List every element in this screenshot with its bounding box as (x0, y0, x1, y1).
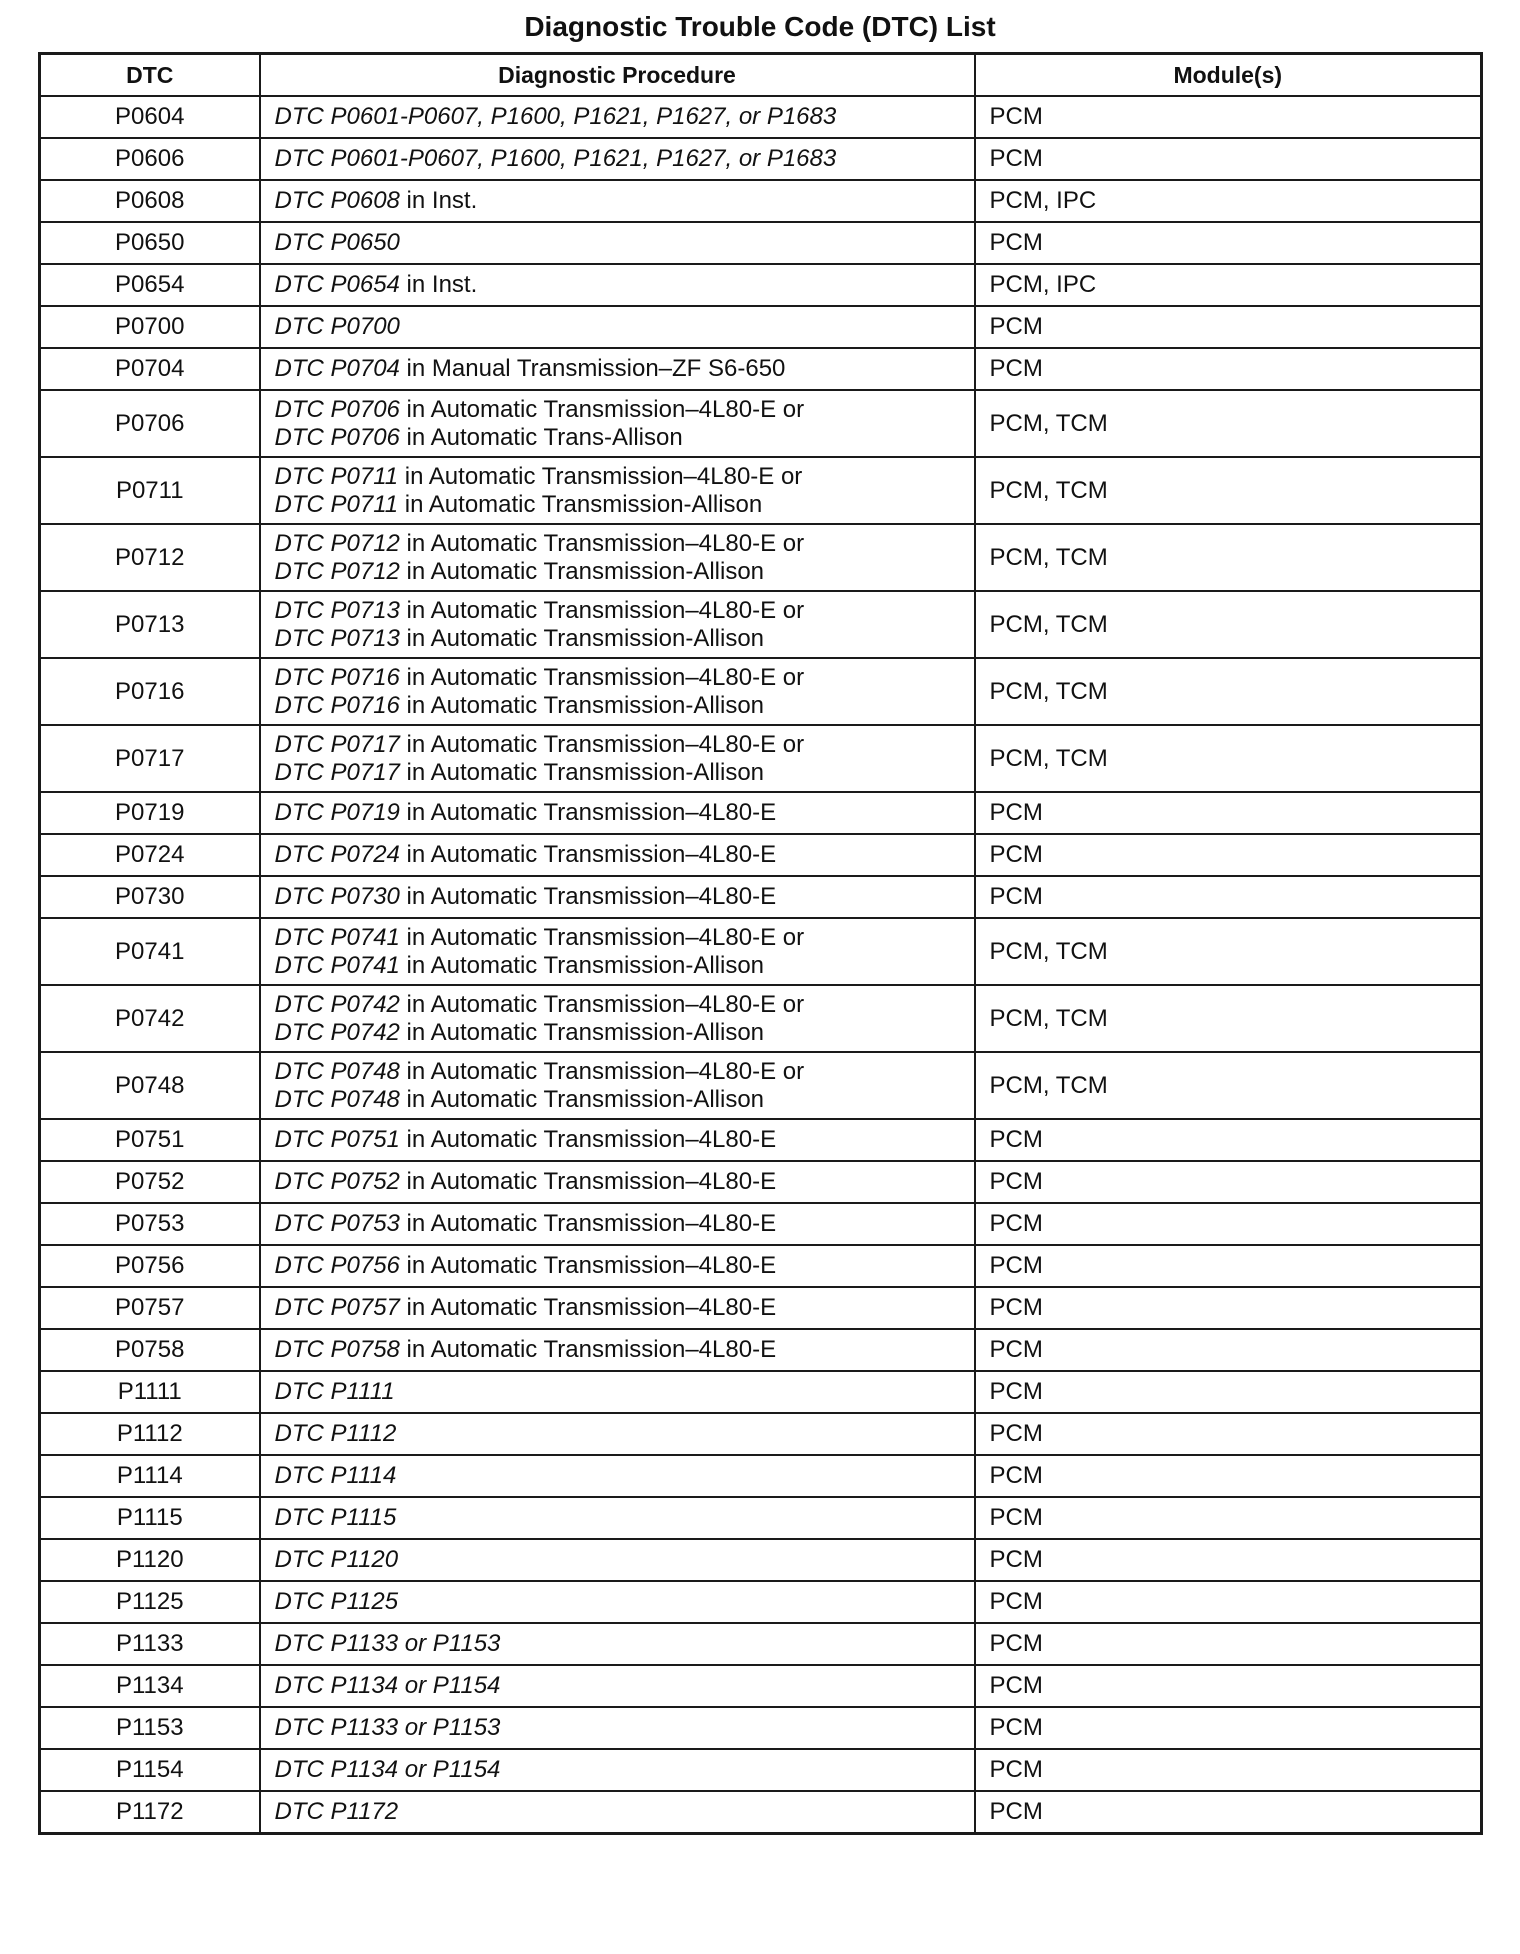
procedure-line (275, 1756, 960, 1784)
table-row (40, 658, 1482, 725)
modules-cell: PCM (975, 1497, 1482, 1539)
dtc-code-cell: P1154 (40, 1749, 260, 1791)
procedure-reference: DTC P0724 (274, 841, 400, 868)
procedure-text: in Automatic Transmission-Allison (399, 557, 765, 585)
dtc-code-cell: P1111 (40, 1371, 260, 1413)
dtc-code-cell: P1134 (40, 1665, 260, 1707)
header-procedure: Diagnostic Procedure (260, 54, 975, 97)
dtc-table (38, 52, 1483, 1835)
procedure-line (275, 424, 960, 452)
procedure-line (275, 692, 960, 720)
modules-cell: PCM (975, 222, 1482, 264)
procedure-reference: DTC P1172 (274, 1798, 399, 1825)
procedure-text: in Automatic Transmission-Allison (399, 951, 765, 979)
table-row (40, 222, 1482, 264)
procedure-reference: DTC P0654 (274, 271, 400, 298)
procedure-cell (260, 918, 975, 985)
procedure-line (275, 313, 960, 341)
procedure-reference: DTC P0753 (274, 1210, 400, 1237)
procedure-text: in Inst. (399, 271, 478, 298)
modules-cell: PCM, TCM (975, 658, 1482, 725)
modules-cell: PCM (975, 876, 1482, 918)
procedure-line (275, 664, 960, 692)
table-row (40, 306, 1482, 348)
procedure-reference: DTC P0704 (274, 355, 400, 382)
procedure-text: in Automatic Transmission–4L80-E or (399, 1057, 805, 1085)
modules-cell: PCM (975, 348, 1482, 390)
table-row (40, 348, 1482, 390)
dtc-code-cell: P0713 (40, 591, 260, 658)
table-row (40, 918, 1482, 985)
dtc-code-cell: P0752 (40, 1161, 260, 1203)
procedure-reference: DTC P0716 (274, 663, 400, 691)
procedure-line (275, 1714, 960, 1742)
procedure-line (275, 1630, 960, 1658)
dtc-code-cell: P0712 (40, 524, 260, 591)
procedure-reference: DTC P0742 (274, 990, 400, 1018)
procedure-cell (260, 457, 975, 524)
procedure-reference: DTC P0717 (274, 758, 400, 786)
procedure-reference: DTC P0700 (274, 313, 400, 340)
modules-cell: PCM (975, 1749, 1482, 1791)
dtc-code-cell: P1172 (40, 1791, 260, 1834)
procedure-reference: DTC P0711 (274, 462, 399, 490)
procedure-text: in Automatic Transmission–4L80-E (399, 1336, 777, 1363)
modules-cell: PCM, TCM (975, 985, 1482, 1052)
modules-cell: PCM (975, 1371, 1482, 1413)
modules-cell: PCM, TCM (975, 1052, 1482, 1119)
table-header-row (40, 54, 1482, 97)
procedure-line (275, 1294, 960, 1322)
procedure-reference: DTC P0748 (274, 1057, 400, 1085)
modules-cell: PCM (975, 306, 1482, 348)
modules-cell: PCM (975, 1413, 1482, 1455)
procedure-cell (260, 1497, 975, 1539)
table-row (40, 180, 1482, 222)
dtc-code-cell: P0606 (40, 138, 260, 180)
table-row (40, 725, 1482, 792)
procedure-line (275, 463, 960, 491)
modules-cell: PCM (975, 1161, 1482, 1203)
procedure-text: in Automatic Transmission–4L80-E or (399, 923, 805, 951)
procedure-line (275, 530, 960, 558)
procedure-line (275, 1126, 960, 1154)
table-row (40, 1623, 1482, 1665)
modules-cell: PCM (975, 1623, 1482, 1665)
procedure-cell (260, 1052, 975, 1119)
procedure-line (275, 1798, 960, 1826)
dtc-code-cell: P1125 (40, 1581, 260, 1623)
procedure-text: in Automatic Transmission–4L80-E (399, 883, 777, 910)
table-row (40, 1329, 1482, 1371)
dtc-code-cell: P0730 (40, 876, 260, 918)
procedure-cell (260, 264, 975, 306)
procedure-reference: DTC P0601-P0607, P1600, P1621, P1627, or P1683 (274, 145, 837, 172)
procedure-line (275, 1168, 960, 1196)
dtc-code-cell: P0742 (40, 985, 260, 1052)
dtc-code-cell: P0753 (40, 1203, 260, 1245)
procedure-text: in Automatic Transmission-Allison (398, 490, 763, 518)
procedure-cell (260, 138, 975, 180)
procedure-line (275, 625, 960, 653)
modules-cell: PCM (975, 1329, 1482, 1371)
procedure-cell (260, 1581, 975, 1623)
modules-cell: PCM (975, 1455, 1482, 1497)
dtc-code-cell: P1120 (40, 1539, 260, 1581)
procedure-reference: DTC P1114 (274, 1462, 397, 1489)
procedure-line (275, 1378, 960, 1406)
procedure-cell (260, 180, 975, 222)
dtc-code-cell: P0757 (40, 1287, 260, 1329)
procedure-reference: DTC P0748 (274, 1085, 400, 1113)
procedure-line (275, 731, 960, 759)
procedure-text: in Automatic Transmission–4L80-E or (399, 529, 805, 557)
table-row (40, 985, 1482, 1052)
procedure-text: in Automatic Transmission–4L80-E or (399, 596, 805, 624)
table-row (40, 264, 1482, 306)
header-modules: Module(s) (975, 54, 1482, 97)
procedure-cell (260, 591, 975, 658)
procedure-reference: DTC P0742 (274, 1018, 400, 1046)
procedure-reference: DTC P0717 (274, 730, 400, 758)
page-title: Diagnostic Trouble Code (DTC) List (524, 11, 996, 42)
modules-cell: PCM (975, 1791, 1482, 1834)
procedure-line (275, 1210, 960, 1238)
dtc-code-cell: P0608 (40, 180, 260, 222)
dtc-code-cell: P0704 (40, 348, 260, 390)
procedure-reference: DTC P1134 or P1154 (274, 1756, 501, 1783)
procedure-line (275, 759, 960, 787)
procedure-text: in Automatic Transmission–4L80-E or (398, 462, 803, 490)
dtc-code-cell: P0716 (40, 658, 260, 725)
table-row (40, 524, 1482, 591)
procedure-text: in Automatic Transmission–4L80-E or (399, 990, 805, 1018)
procedure-text: in Automatic Transmission–4L80-E (399, 1126, 777, 1153)
procedure-cell (260, 1665, 975, 1707)
procedure-reference: DTC P0601-P0607, P1600, P1621, P1627, or P1683 (274, 103, 837, 130)
modules-cell: PCM (975, 1707, 1482, 1749)
procedure-cell (260, 1539, 975, 1581)
table-row (40, 1161, 1482, 1203)
header-dtc: DTC (40, 54, 260, 97)
procedure-line (275, 229, 960, 257)
procedure-reference: DTC P0650 (274, 229, 400, 256)
procedure-reference: DTC P0719 (274, 799, 400, 826)
procedure-reference: DTC P1134 or P1154 (274, 1672, 501, 1699)
procedure-text: in Automatic Transmission-Allison (399, 624, 765, 652)
modules-cell: PCM (975, 1539, 1482, 1581)
modules-cell: PCM (975, 1245, 1482, 1287)
procedure-line (275, 952, 960, 980)
procedure-text: in Automatic Transmission–4L80-E or (399, 395, 805, 423)
procedure-cell (260, 1707, 975, 1749)
dtc-code-cell: P0741 (40, 918, 260, 985)
procedure-reference: DTC P0730 (274, 883, 400, 910)
procedure-cell (260, 96, 975, 138)
table-row (40, 390, 1482, 457)
modules-cell: PCM, IPC (975, 264, 1482, 306)
procedure-cell (260, 876, 975, 918)
procedure-line (275, 1252, 960, 1280)
procedure-text: in Automatic Transmission–4L80-E (399, 841, 777, 868)
table-row (40, 591, 1482, 658)
dtc-code-cell: P0748 (40, 1052, 260, 1119)
procedure-reference: DTC P0713 (274, 596, 400, 624)
table-row (40, 1665, 1482, 1707)
procedure-cell (260, 834, 975, 876)
procedure-reference: DTC P0608 (274, 187, 400, 214)
procedure-line (275, 924, 960, 952)
dtc-code-cell: P0717 (40, 725, 260, 792)
procedure-line (275, 491, 960, 519)
procedure-text: in Automatic Transmission–4L80-E (399, 1294, 777, 1321)
procedure-line (275, 799, 960, 827)
procedure-cell (260, 1287, 975, 1329)
procedure-text: in Automatic Transmission-Allison (399, 691, 765, 719)
table-row (40, 1287, 1482, 1329)
modules-cell: PCM (975, 1581, 1482, 1623)
procedure-reference: DTC P0757 (274, 1294, 400, 1321)
dtc-code-cell: P0751 (40, 1119, 260, 1161)
procedure-reference: DTC P1133 or P1153 (274, 1714, 501, 1741)
modules-cell: PCM, TCM (975, 457, 1482, 524)
procedure-line (275, 396, 960, 424)
dtc-code-cell: P0724 (40, 834, 260, 876)
procedure-cell (260, 1119, 975, 1161)
table-row (40, 457, 1482, 524)
modules-cell: PCM (975, 834, 1482, 876)
procedure-text: in Automatic Transmission–4L80-E or (399, 663, 805, 691)
dtc-code-cell: P0719 (40, 792, 260, 834)
procedure-reference: DTC P1125 (274, 1588, 399, 1615)
procedure-text: in Automatic Transmission–4L80-E (399, 1210, 777, 1237)
procedure-line (275, 1019, 960, 1047)
procedure-line (275, 103, 960, 131)
procedure-cell (260, 1623, 975, 1665)
table-row (40, 1245, 1482, 1287)
procedure-cell (260, 1203, 975, 1245)
table-row (40, 1791, 1482, 1834)
procedure-cell (260, 390, 975, 457)
procedure-cell (260, 658, 975, 725)
procedure-text: in Automatic Transmission–4L80-E or (399, 730, 805, 758)
procedure-line (275, 355, 960, 383)
table-row (40, 1052, 1482, 1119)
table-row (40, 1749, 1482, 1791)
procedure-line (275, 558, 960, 586)
procedure-reference: DTC P0713 (274, 624, 400, 652)
table-row (40, 1707, 1482, 1749)
procedure-text: in Manual Transmission–ZF S6-650 (399, 355, 786, 382)
table-row (40, 138, 1482, 180)
modules-cell: PCM, TCM (975, 524, 1482, 591)
procedure-reference: DTC P0751 (274, 1126, 400, 1153)
procedure-text: in Automatic Transmission-Allison (399, 758, 765, 786)
dtc-code-cell: P1133 (40, 1623, 260, 1665)
table-row (40, 1455, 1482, 1497)
dtc-code-cell: P0650 (40, 222, 260, 264)
procedure-text: in Automatic Transmission–4L80-E (399, 1168, 777, 1195)
procedure-cell (260, 1371, 975, 1413)
procedure-line (275, 187, 960, 215)
modules-cell: PCM (975, 1665, 1482, 1707)
procedure-cell (260, 1749, 975, 1791)
table-row (40, 1203, 1482, 1245)
table-row (40, 1581, 1482, 1623)
procedure-line (275, 1420, 960, 1448)
procedure-line (275, 1588, 960, 1616)
procedure-reference: DTC P0758 (274, 1336, 400, 1363)
modules-cell: PCM, TCM (975, 390, 1482, 457)
modules-cell: PCM, TCM (975, 918, 1482, 985)
modules-cell: PCM (975, 96, 1482, 138)
procedure-line (275, 1086, 960, 1114)
dtc-code-cell: P0711 (40, 457, 260, 524)
procedure-cell (260, 222, 975, 264)
procedure-reference: DTC P1133 or P1153 (274, 1630, 501, 1657)
procedure-text: in Inst. (399, 187, 478, 214)
procedure-cell (260, 792, 975, 834)
dtc-code-cell: P1114 (40, 1455, 260, 1497)
procedure-text: in Automatic Transmission–4L80-E (399, 799, 777, 826)
modules-cell: PCM (975, 138, 1482, 180)
table-row (40, 96, 1482, 138)
procedure-cell (260, 524, 975, 591)
procedure-reference: DTC P0711 (274, 490, 399, 518)
procedure-line (275, 1058, 960, 1086)
procedure-reference: DTC P1120 (274, 1546, 399, 1573)
procedure-cell (260, 348, 975, 390)
table-row (40, 1371, 1482, 1413)
procedure-reference: DTC P0706 (274, 423, 400, 451)
procedure-line (275, 1336, 960, 1364)
procedure-reference: DTC P0712 (274, 557, 400, 585)
procedure-cell (260, 1161, 975, 1203)
table-row (40, 876, 1482, 918)
table-row (40, 1119, 1482, 1161)
procedure-cell (260, 1413, 975, 1455)
dtc-code-cell: P0654 (40, 264, 260, 306)
procedure-line (275, 1546, 960, 1574)
procedure-line (275, 145, 960, 173)
dtc-code-cell: P0604 (40, 96, 260, 138)
procedure-cell (260, 306, 975, 348)
modules-cell: PCM, IPC (975, 180, 1482, 222)
procedure-text: in Automatic Trans-Allison (399, 423, 683, 451)
dtc-code-cell: P0758 (40, 1329, 260, 1371)
procedure-reference: DTC P0752 (274, 1168, 400, 1195)
dtc-code-cell: P0756 (40, 1245, 260, 1287)
table-row (40, 1539, 1482, 1581)
procedure-reference: DTC P0741 (274, 951, 400, 979)
dtc-code-cell: P0706 (40, 390, 260, 457)
procedure-line (275, 597, 960, 625)
procedure-cell (260, 1245, 975, 1287)
procedure-reference: DTC P0706 (274, 395, 400, 423)
table-row (40, 792, 1482, 834)
dtc-code-cell: P0700 (40, 306, 260, 348)
modules-cell: PCM, TCM (975, 591, 1482, 658)
procedure-reference: DTC P1111 (274, 1378, 395, 1405)
table-body (40, 96, 1482, 1834)
procedure-reference: DTC P1112 (274, 1420, 397, 1447)
modules-cell: PCM (975, 1287, 1482, 1329)
dtc-code-cell: P1112 (40, 1413, 260, 1455)
procedure-reference: DTC P1115 (274, 1504, 397, 1531)
procedure-cell (260, 985, 975, 1052)
procedure-line (275, 1504, 960, 1532)
procedure-line (275, 271, 960, 299)
procedure-cell (260, 1455, 975, 1497)
procedure-reference: DTC P0716 (274, 691, 400, 719)
procedure-cell (260, 1329, 975, 1371)
modules-cell: PCM, TCM (975, 725, 1482, 792)
dtc-code-cell: P1115 (40, 1497, 260, 1539)
modules-cell: PCM (975, 792, 1482, 834)
procedure-line (275, 841, 960, 869)
dtc-code-cell: P1153 (40, 1707, 260, 1749)
procedure-line (275, 1462, 960, 1490)
table-row (40, 834, 1482, 876)
table-row (40, 1413, 1482, 1455)
procedure-line (275, 991, 960, 1019)
procedure-line (275, 1672, 960, 1700)
procedure-text: in Automatic Transmission-Allison (399, 1018, 765, 1046)
table-row (40, 1497, 1482, 1539)
procedure-line (275, 883, 960, 911)
procedure-reference: DTC P0741 (274, 923, 400, 951)
procedure-text: in Automatic Transmission-Allison (399, 1085, 765, 1113)
procedure-cell (260, 1791, 975, 1834)
procedure-cell (260, 725, 975, 792)
modules-cell: PCM (975, 1119, 1482, 1161)
procedure-reference: DTC P0756 (274, 1252, 400, 1279)
procedure-reference: DTC P0712 (274, 529, 400, 557)
procedure-text: in Automatic Transmission–4L80-E (399, 1252, 777, 1279)
modules-cell: PCM (975, 1203, 1482, 1245)
